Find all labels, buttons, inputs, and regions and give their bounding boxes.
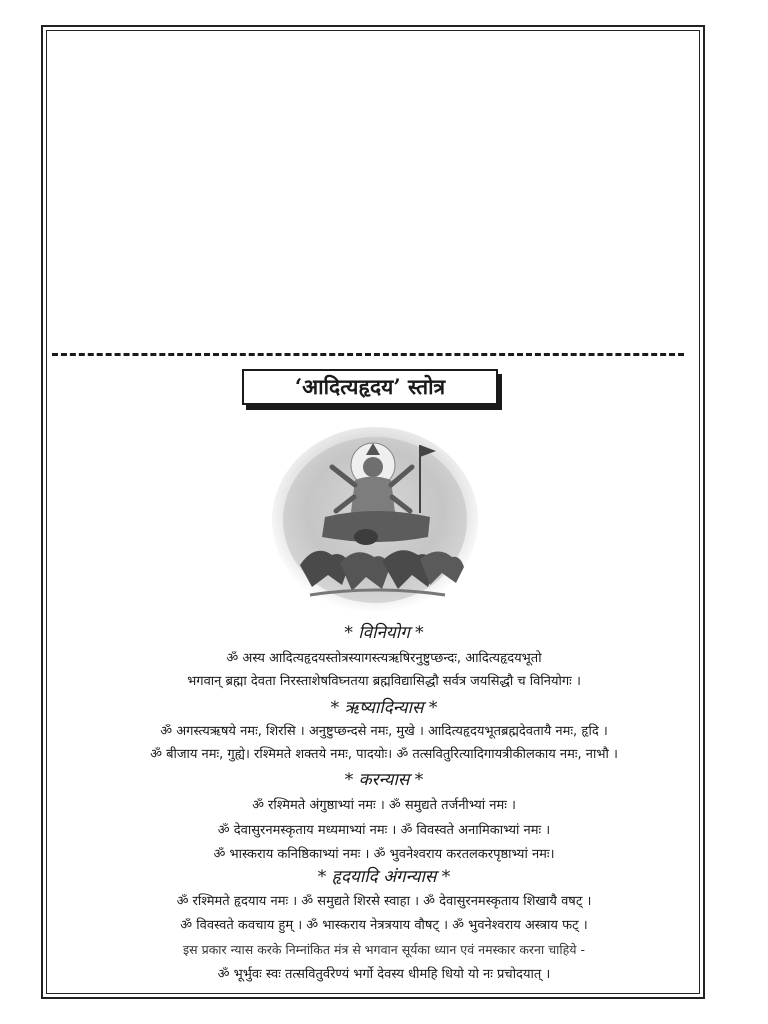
anganyasa-line-1: ॐ रश्मिमते हृदयाय नमः । ॐ समुद्यते शिरसे स्वाहा । ॐ देवासुरनमस्कृताय शिखायै वषट् । [176, 894, 592, 909]
heading-karanyasa: * करन्यास * [344, 770, 424, 790]
cut-line-divider [52, 353, 684, 356]
rishyadinyasa-line-2: ॐ बीजाय नमः, गुह्ये। रश्मिमते शक्तये नमः, पादयोः। ॐ तत्सवितुरित्यादिगायत्रीकीलकाय नमः, नाभौ । [150, 747, 618, 762]
heading-hridayadi-anganyasa: * हृदयादि अंगन्यास * [317, 867, 451, 887]
instruction-note: इस प्रकार न्यास करके निम्नांकित मंत्र से भगवान सूर्यका ध्यान एवं नमस्कार करना चाहिये - [183, 942, 585, 957]
gayatri-mantra-line: ॐ भूर्भुवः स्वः तत्सवितुर्वरेण्यं भर्गो देवस्य धीमहि धियो यो नः प्रचोदयात् । [217, 967, 551, 982]
anganyasa-line-2: ॐ विवस्वते कवचाय हुम् । ॐ भास्कराय नेत्रत्रयाय वौषट् । ॐ भुवनेश्वराय अस्त्राय फट् । [180, 918, 588, 933]
viniyoga-line-2: भगवान् ब्रह्मा देवता निरस्ताशेषविघ्नतया ब्रह्मविद्यासिद्धौ सर्वत्र जयसिद्धौ च विनियोगः । [187, 674, 581, 689]
rishyadinyasa-line-1: ॐ अगस्त्यऋषये नमः, शिरसि । अनुष्टुप्छन्दसे नमः, मुखे । आदित्यहृदयभूतब्रह्मदेवतायै नमः, हृदि । [160, 724, 608, 739]
karanyasa-line-1: ॐ रश्मिमते अंगुष्ठाभ्यां नमः । ॐ समुद्यते तर्जनीभ्यां नमः । [252, 798, 516, 813]
heading-viniyoga: * विनियोग * [344, 623, 424, 643]
heading-rishyadinyasa: * ऋष्यादिन्यास * [330, 698, 438, 718]
karanyasa-line-2: ॐ देवासुरनमस्कृताय मध्यमाभ्यां नमः । ॐ विवस्वते अनामिकाभ्यां नमः । [217, 823, 551, 838]
page-title: ‘आदित्यहृदय’ स्तोत्र [242, 369, 498, 405]
karanyasa-line-3: ॐ भास्कराय कनिष्ठिकाभ्यां नमः । ॐ भुवनेश्वराय करतलकरपृष्ठाभ्यां नमः। [213, 847, 555, 862]
viniyoga-line-1: ॐ अस्य आदित्यहृदयस्तोत्रस्यागस्त्यऋषिरनुष्टुप्छन्दः, आदित्यहृदयभूतो [226, 651, 542, 666]
surya-chariot-illustration [270, 425, 480, 615]
